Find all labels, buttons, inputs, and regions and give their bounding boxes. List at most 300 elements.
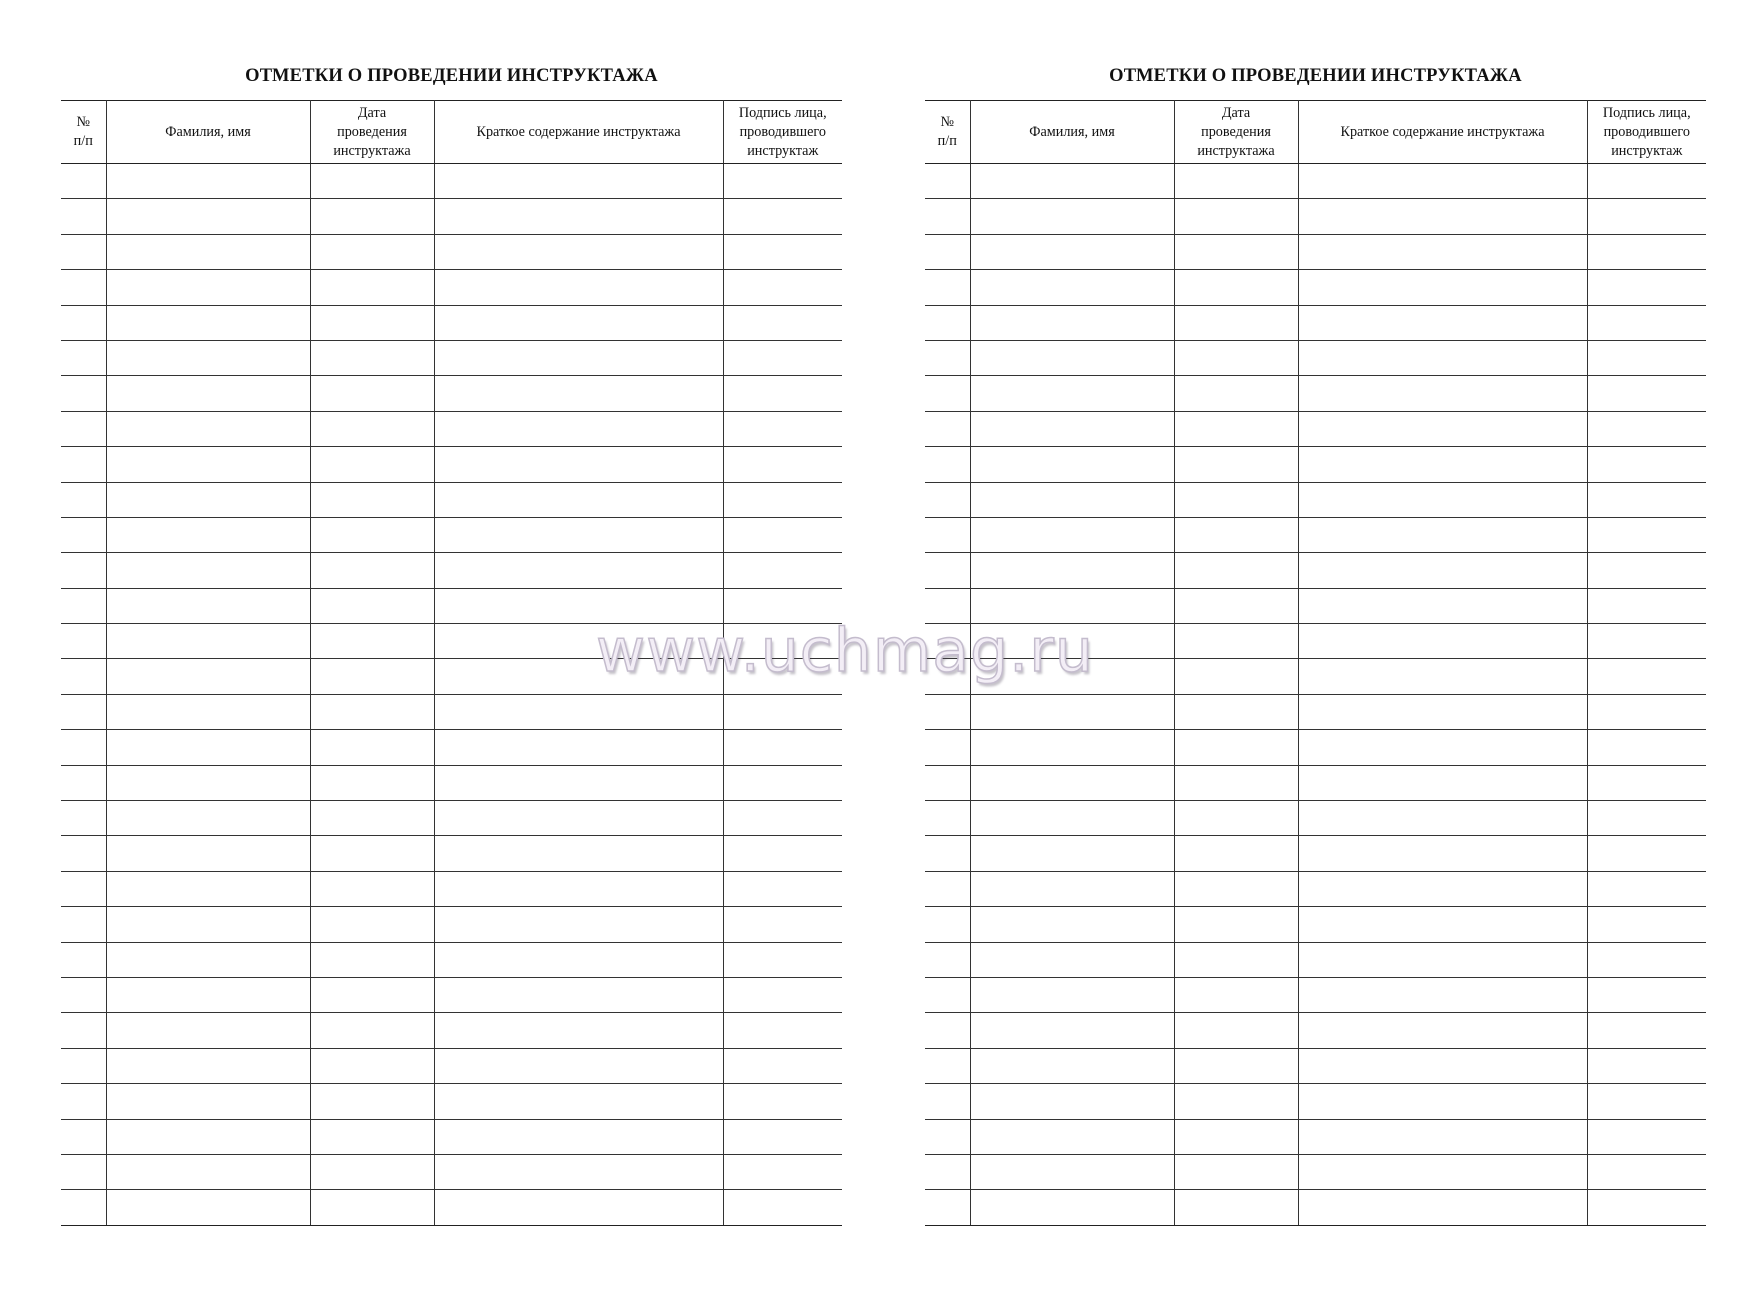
cell-summary[interactable]	[1298, 305, 1587, 340]
cell-number[interactable]	[925, 659, 970, 694]
cell-date[interactable]	[1174, 907, 1298, 942]
cell-number[interactable]	[61, 1084, 106, 1119]
cell-summary[interactable]	[434, 482, 723, 517]
cell-date[interactable]	[310, 199, 434, 234]
cell-name[interactable]	[106, 730, 310, 765]
cell-summary[interactable]	[1298, 164, 1587, 199]
cell-name[interactable]	[970, 447, 1174, 482]
cell-summary[interactable]	[1298, 801, 1587, 836]
cell-name[interactable]	[970, 234, 1174, 269]
cell-date[interactable]	[1174, 447, 1298, 482]
cell-summary[interactable]	[1298, 836, 1587, 871]
cell-summary[interactable]	[1298, 942, 1587, 977]
cell-date[interactable]	[310, 624, 434, 659]
cell-signature[interactable]	[723, 942, 842, 977]
cell-summary[interactable]	[1298, 1154, 1587, 1189]
cell-number[interactable]	[61, 305, 106, 340]
cell-summary[interactable]	[434, 694, 723, 729]
cell-signature[interactable]	[723, 482, 842, 517]
cell-number[interactable]	[925, 694, 970, 729]
cell-summary[interactable]	[1298, 1084, 1587, 1119]
cell-name[interactable]	[106, 1154, 310, 1189]
cell-number[interactable]	[925, 801, 970, 836]
cell-name[interactable]	[106, 871, 310, 906]
cell-date[interactable]	[1174, 871, 1298, 906]
cell-signature[interactable]	[1587, 234, 1706, 269]
cell-number[interactable]	[61, 270, 106, 305]
cell-number[interactable]	[61, 482, 106, 517]
cell-number[interactable]	[925, 1013, 970, 1048]
cell-summary[interactable]	[434, 730, 723, 765]
cell-number[interactable]	[925, 376, 970, 411]
cell-summary[interactable]	[1298, 447, 1587, 482]
cell-signature[interactable]	[1587, 694, 1706, 729]
cell-summary[interactable]	[1298, 659, 1587, 694]
cell-summary[interactable]	[434, 340, 723, 375]
cell-name[interactable]	[106, 1190, 310, 1225]
cell-name[interactable]	[970, 588, 1174, 623]
cell-date[interactable]	[310, 942, 434, 977]
cell-number[interactable]	[925, 1154, 970, 1189]
cell-date[interactable]	[310, 765, 434, 800]
cell-signature[interactable]	[1587, 1048, 1706, 1083]
cell-summary[interactable]	[1298, 340, 1587, 375]
cell-number[interactable]	[61, 942, 106, 977]
cell-date[interactable]	[1174, 340, 1298, 375]
cell-number[interactable]	[925, 270, 970, 305]
cell-date[interactable]	[1174, 517, 1298, 552]
cell-date[interactable]	[1174, 1119, 1298, 1154]
cell-name[interactable]	[106, 411, 310, 446]
cell-signature[interactable]	[1587, 1084, 1706, 1119]
cell-signature[interactable]	[1587, 164, 1706, 199]
cell-name[interactable]	[970, 624, 1174, 659]
cell-summary[interactable]	[1298, 588, 1587, 623]
cell-signature[interactable]	[1587, 836, 1706, 871]
cell-signature[interactable]	[723, 517, 842, 552]
cell-summary[interactable]	[1298, 730, 1587, 765]
cell-name[interactable]	[970, 305, 1174, 340]
cell-signature[interactable]	[1587, 1190, 1706, 1225]
cell-date[interactable]	[310, 376, 434, 411]
cell-signature[interactable]	[723, 765, 842, 800]
cell-summary[interactable]	[1298, 270, 1587, 305]
cell-number[interactable]	[925, 907, 970, 942]
cell-number[interactable]	[61, 447, 106, 482]
cell-name[interactable]	[106, 517, 310, 552]
cell-signature[interactable]	[723, 411, 842, 446]
cell-name[interactable]	[106, 907, 310, 942]
cell-number[interactable]	[61, 164, 106, 199]
cell-number[interactable]	[61, 1190, 106, 1225]
cell-number[interactable]	[925, 517, 970, 552]
cell-name[interactable]	[106, 305, 310, 340]
cell-name[interactable]	[970, 1084, 1174, 1119]
cell-signature[interactable]	[723, 1190, 842, 1225]
cell-name[interactable]	[106, 447, 310, 482]
cell-summary[interactable]	[434, 871, 723, 906]
cell-date[interactable]	[1174, 659, 1298, 694]
cell-date[interactable]	[310, 411, 434, 446]
cell-name[interactable]	[970, 553, 1174, 588]
cell-signature[interactable]	[723, 907, 842, 942]
cell-number[interactable]	[61, 340, 106, 375]
cell-summary[interactable]	[434, 977, 723, 1012]
cell-date[interactable]	[310, 871, 434, 906]
cell-date[interactable]	[1174, 411, 1298, 446]
cell-date[interactable]	[1174, 1190, 1298, 1225]
cell-name[interactable]	[970, 730, 1174, 765]
cell-signature[interactable]	[723, 234, 842, 269]
cell-number[interactable]	[925, 482, 970, 517]
cell-signature[interactable]	[1587, 411, 1706, 446]
cell-number[interactable]	[61, 199, 106, 234]
cell-date[interactable]	[1174, 1013, 1298, 1048]
cell-signature[interactable]	[723, 694, 842, 729]
cell-date[interactable]	[310, 482, 434, 517]
cell-number[interactable]	[61, 624, 106, 659]
cell-number[interactable]	[925, 164, 970, 199]
cell-summary[interactable]	[434, 270, 723, 305]
cell-signature[interactable]	[723, 801, 842, 836]
cell-summary[interactable]	[434, 765, 723, 800]
cell-summary[interactable]	[434, 164, 723, 199]
cell-number[interactable]	[61, 765, 106, 800]
cell-summary[interactable]	[1298, 482, 1587, 517]
cell-name[interactable]	[106, 1084, 310, 1119]
cell-number[interactable]	[925, 1119, 970, 1154]
cell-summary[interactable]	[434, 659, 723, 694]
cell-name[interactable]	[970, 694, 1174, 729]
cell-number[interactable]	[925, 977, 970, 1012]
cell-number[interactable]	[925, 1084, 970, 1119]
cell-number[interactable]	[61, 836, 106, 871]
cell-name[interactable]	[106, 482, 310, 517]
cell-name[interactable]	[106, 270, 310, 305]
cell-summary[interactable]	[434, 942, 723, 977]
cell-name[interactable]	[106, 588, 310, 623]
cell-number[interactable]	[61, 411, 106, 446]
cell-summary[interactable]	[434, 517, 723, 552]
cell-name[interactable]	[970, 1013, 1174, 1048]
cell-name[interactable]	[970, 376, 1174, 411]
cell-signature[interactable]	[1587, 1013, 1706, 1048]
cell-date[interactable]	[1174, 624, 1298, 659]
cell-summary[interactable]	[434, 588, 723, 623]
cell-name[interactable]	[106, 376, 310, 411]
cell-name[interactable]	[970, 942, 1174, 977]
cell-name[interactable]	[106, 801, 310, 836]
cell-date[interactable]	[310, 730, 434, 765]
cell-signature[interactable]	[723, 447, 842, 482]
cell-name[interactable]	[970, 659, 1174, 694]
cell-summary[interactable]	[434, 376, 723, 411]
cell-signature[interactable]	[1587, 517, 1706, 552]
cell-number[interactable]	[61, 1048, 106, 1083]
cell-date[interactable]	[310, 977, 434, 1012]
cell-signature[interactable]	[1587, 1154, 1706, 1189]
cell-signature[interactable]	[723, 836, 842, 871]
cell-name[interactable]	[106, 624, 310, 659]
cell-summary[interactable]	[1298, 977, 1587, 1012]
cell-number[interactable]	[925, 340, 970, 375]
cell-name[interactable]	[970, 765, 1174, 800]
cell-name[interactable]	[970, 836, 1174, 871]
cell-name[interactable]	[970, 164, 1174, 199]
cell-signature[interactable]	[1587, 977, 1706, 1012]
cell-name[interactable]	[106, 942, 310, 977]
cell-signature[interactable]	[723, 340, 842, 375]
cell-name[interactable]	[970, 482, 1174, 517]
cell-summary[interactable]	[434, 624, 723, 659]
cell-signature[interactable]	[1587, 765, 1706, 800]
cell-summary[interactable]	[1298, 907, 1587, 942]
cell-number[interactable]	[61, 517, 106, 552]
cell-number[interactable]	[61, 694, 106, 729]
cell-date[interactable]	[1174, 199, 1298, 234]
cell-number[interactable]	[61, 234, 106, 269]
cell-date[interactable]	[1174, 482, 1298, 517]
cell-number[interactable]	[925, 411, 970, 446]
cell-signature[interactable]	[723, 1119, 842, 1154]
cell-number[interactable]	[925, 836, 970, 871]
cell-date[interactable]	[310, 836, 434, 871]
cell-summary[interactable]	[434, 907, 723, 942]
cell-summary[interactable]	[434, 553, 723, 588]
cell-date[interactable]	[1174, 694, 1298, 729]
cell-name[interactable]	[970, 1190, 1174, 1225]
cell-summary[interactable]	[434, 447, 723, 482]
cell-signature[interactable]	[723, 730, 842, 765]
cell-summary[interactable]	[434, 836, 723, 871]
cell-date[interactable]	[310, 340, 434, 375]
cell-summary[interactable]	[434, 1013, 723, 1048]
cell-number[interactable]	[925, 1190, 970, 1225]
cell-summary[interactable]	[1298, 765, 1587, 800]
cell-date[interactable]	[1174, 801, 1298, 836]
cell-date[interactable]	[1174, 765, 1298, 800]
cell-name[interactable]	[106, 553, 310, 588]
cell-number[interactable]	[61, 588, 106, 623]
cell-name[interactable]	[970, 871, 1174, 906]
cell-date[interactable]	[310, 659, 434, 694]
cell-date[interactable]	[1174, 1154, 1298, 1189]
cell-number[interactable]	[61, 1013, 106, 1048]
cell-number[interactable]	[61, 1119, 106, 1154]
cell-signature[interactable]	[723, 624, 842, 659]
cell-date[interactable]	[310, 588, 434, 623]
cell-signature[interactable]	[1587, 942, 1706, 977]
cell-name[interactable]	[106, 836, 310, 871]
cell-name[interactable]	[970, 801, 1174, 836]
cell-name[interactable]	[970, 907, 1174, 942]
cell-summary[interactable]	[1298, 624, 1587, 659]
cell-signature[interactable]	[1587, 553, 1706, 588]
cell-summary[interactable]	[1298, 1190, 1587, 1225]
cell-summary[interactable]	[434, 801, 723, 836]
cell-date[interactable]	[1174, 977, 1298, 1012]
cell-signature[interactable]	[1587, 482, 1706, 517]
cell-date[interactable]	[1174, 234, 1298, 269]
cell-number[interactable]	[925, 447, 970, 482]
cell-summary[interactable]	[1298, 1048, 1587, 1083]
cell-signature[interactable]	[1587, 376, 1706, 411]
cell-summary[interactable]	[1298, 376, 1587, 411]
cell-number[interactable]	[925, 871, 970, 906]
cell-name[interactable]	[106, 234, 310, 269]
cell-name[interactable]	[106, 340, 310, 375]
cell-number[interactable]	[925, 553, 970, 588]
cell-name[interactable]	[106, 1013, 310, 1048]
cell-date[interactable]	[310, 1048, 434, 1083]
cell-number[interactable]	[61, 553, 106, 588]
cell-number[interactable]	[925, 624, 970, 659]
cell-number[interactable]	[925, 588, 970, 623]
cell-date[interactable]	[1174, 164, 1298, 199]
cell-date[interactable]	[1174, 1084, 1298, 1119]
cell-signature[interactable]	[1587, 907, 1706, 942]
cell-summary[interactable]	[434, 1048, 723, 1083]
cell-name[interactable]	[970, 1048, 1174, 1083]
cell-date[interactable]	[310, 164, 434, 199]
cell-summary[interactable]	[434, 305, 723, 340]
cell-signature[interactable]	[723, 977, 842, 1012]
cell-date[interactable]	[310, 801, 434, 836]
cell-signature[interactable]	[1587, 730, 1706, 765]
cell-date[interactable]	[310, 1190, 434, 1225]
cell-name[interactable]	[106, 1048, 310, 1083]
cell-number[interactable]	[61, 659, 106, 694]
cell-summary[interactable]	[1298, 871, 1587, 906]
cell-date[interactable]	[1174, 730, 1298, 765]
cell-number[interactable]	[61, 730, 106, 765]
cell-signature[interactable]	[723, 1013, 842, 1048]
cell-number[interactable]	[925, 234, 970, 269]
cell-summary[interactable]	[1298, 1119, 1587, 1154]
cell-date[interactable]	[1174, 305, 1298, 340]
cell-signature[interactable]	[723, 1154, 842, 1189]
cell-number[interactable]	[925, 730, 970, 765]
cell-number[interactable]	[925, 305, 970, 340]
cell-date[interactable]	[310, 305, 434, 340]
cell-date[interactable]	[310, 270, 434, 305]
cell-signature[interactable]	[723, 871, 842, 906]
cell-signature[interactable]	[1587, 305, 1706, 340]
cell-date[interactable]	[1174, 942, 1298, 977]
cell-date[interactable]	[310, 447, 434, 482]
cell-date[interactable]	[310, 1013, 434, 1048]
cell-signature[interactable]	[723, 199, 842, 234]
cell-summary[interactable]	[1298, 1013, 1587, 1048]
cell-number[interactable]	[61, 871, 106, 906]
cell-signature[interactable]	[723, 1084, 842, 1119]
cell-name[interactable]	[970, 340, 1174, 375]
cell-name[interactable]	[106, 1119, 310, 1154]
cell-signature[interactable]	[1587, 588, 1706, 623]
cell-number[interactable]	[61, 801, 106, 836]
cell-number[interactable]	[925, 1048, 970, 1083]
cell-name[interactable]	[106, 199, 310, 234]
cell-date[interactable]	[310, 1119, 434, 1154]
cell-summary[interactable]	[1298, 553, 1587, 588]
cell-signature[interactable]	[1587, 659, 1706, 694]
cell-signature[interactable]	[1587, 199, 1706, 234]
cell-summary[interactable]	[1298, 234, 1587, 269]
cell-name[interactable]	[970, 1119, 1174, 1154]
cell-name[interactable]	[970, 199, 1174, 234]
cell-name[interactable]	[970, 517, 1174, 552]
cell-number[interactable]	[61, 907, 106, 942]
cell-date[interactable]	[310, 517, 434, 552]
cell-date[interactable]	[310, 907, 434, 942]
cell-name[interactable]	[970, 1154, 1174, 1189]
cell-signature[interactable]	[723, 553, 842, 588]
cell-date[interactable]	[1174, 588, 1298, 623]
cell-name[interactable]	[106, 164, 310, 199]
cell-number[interactable]	[925, 199, 970, 234]
cell-summary[interactable]	[434, 1190, 723, 1225]
cell-summary[interactable]	[1298, 694, 1587, 729]
cell-date[interactable]	[1174, 836, 1298, 871]
cell-signature[interactable]	[723, 588, 842, 623]
cell-date[interactable]	[310, 553, 434, 588]
cell-signature[interactable]	[723, 376, 842, 411]
cell-signature[interactable]	[1587, 447, 1706, 482]
cell-signature[interactable]	[723, 659, 842, 694]
cell-summary[interactable]	[434, 199, 723, 234]
cell-summary[interactable]	[1298, 517, 1587, 552]
cell-name[interactable]	[106, 765, 310, 800]
cell-signature[interactable]	[723, 1048, 842, 1083]
cell-summary[interactable]	[1298, 199, 1587, 234]
cell-summary[interactable]	[434, 234, 723, 269]
cell-number[interactable]	[925, 765, 970, 800]
cell-date[interactable]	[1174, 1048, 1298, 1083]
cell-signature[interactable]	[1587, 340, 1706, 375]
cell-signature[interactable]	[1587, 801, 1706, 836]
cell-summary[interactable]	[434, 1154, 723, 1189]
cell-number[interactable]	[925, 942, 970, 977]
cell-date[interactable]	[1174, 376, 1298, 411]
cell-date[interactable]	[1174, 270, 1298, 305]
cell-name[interactable]	[970, 411, 1174, 446]
cell-signature[interactable]	[723, 270, 842, 305]
cell-number[interactable]	[61, 376, 106, 411]
cell-name[interactable]	[106, 659, 310, 694]
cell-number[interactable]	[61, 1154, 106, 1189]
cell-signature[interactable]	[723, 164, 842, 199]
cell-number[interactable]	[61, 977, 106, 1012]
cell-signature[interactable]	[723, 305, 842, 340]
cell-summary[interactable]	[1298, 411, 1587, 446]
cell-name[interactable]	[106, 977, 310, 1012]
cell-summary[interactable]	[434, 1119, 723, 1154]
cell-name[interactable]	[970, 270, 1174, 305]
cell-signature[interactable]	[1587, 871, 1706, 906]
cell-summary[interactable]	[434, 411, 723, 446]
cell-summary[interactable]	[434, 1084, 723, 1119]
cell-name[interactable]	[106, 694, 310, 729]
cell-date[interactable]	[310, 694, 434, 729]
cell-date[interactable]	[310, 1084, 434, 1119]
cell-signature[interactable]	[1587, 1119, 1706, 1154]
cell-signature[interactable]	[1587, 270, 1706, 305]
cell-date[interactable]	[310, 1154, 434, 1189]
cell-date[interactable]	[310, 234, 434, 269]
cell-name[interactable]	[970, 977, 1174, 1012]
cell-date[interactable]	[1174, 553, 1298, 588]
cell-signature[interactable]	[1587, 624, 1706, 659]
